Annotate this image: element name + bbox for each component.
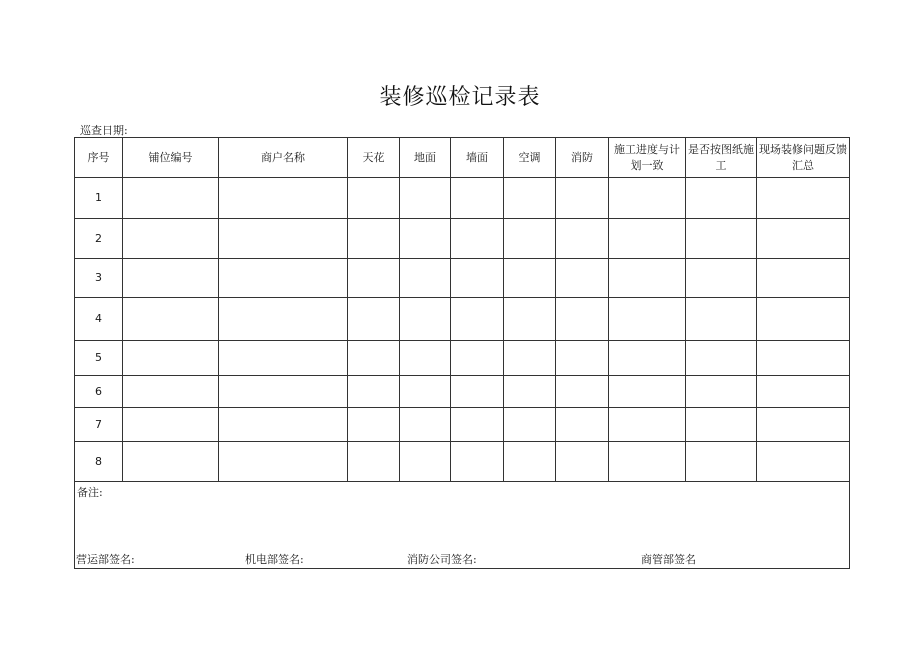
cell[interactable] — [504, 376, 556, 408]
inspection-date-label: 巡查日期: — [80, 124, 128, 137]
table-row — [75, 259, 850, 298]
cell[interactable] — [451, 408, 504, 442]
cell[interactable] — [504, 442, 556, 482]
cell[interactable] — [451, 341, 504, 376]
col-header-floor: 地面 — [400, 138, 451, 178]
cell[interactable] — [556, 341, 609, 376]
cell[interactable] — [556, 442, 609, 482]
cell[interactable] — [609, 408, 686, 442]
cell[interactable] — [123, 341, 219, 376]
cell[interactable] — [556, 408, 609, 442]
cell[interactable] — [686, 219, 757, 259]
cell[interactable] — [556, 219, 609, 259]
cell[interactable] — [451, 178, 504, 219]
cell[interactable] — [400, 259, 451, 298]
table-row — [75, 442, 850, 482]
cell[interactable] — [400, 442, 451, 482]
cell[interactable] — [348, 259, 400, 298]
header-row — [75, 138, 850, 178]
row-index: 8 — [75, 442, 123, 482]
cell[interactable] — [219, 259, 348, 298]
cell[interactable] — [757, 341, 850, 376]
cell[interactable] — [686, 341, 757, 376]
page-title: 装修巡检记录表 — [379, 85, 541, 110]
col-header-per-drawings: 是否按图纸施工 — [686, 138, 757, 178]
table-row — [75, 408, 850, 442]
cell[interactable] — [757, 298, 850, 341]
cell[interactable] — [556, 178, 609, 219]
cell[interactable] — [504, 408, 556, 442]
table-row — [75, 219, 850, 259]
cell[interactable] — [123, 178, 219, 219]
col-header-progress-match: 施工进度与计划一致 — [609, 138, 686, 178]
cell[interactable] — [504, 341, 556, 376]
cell[interactable] — [609, 298, 686, 341]
cell[interactable] — [609, 442, 686, 482]
cell[interactable] — [348, 408, 400, 442]
commercial-mgmt-signature-label: 商管部签名 — [641, 553, 696, 566]
cell[interactable] — [219, 219, 348, 259]
fire-company-signature-label: 消防公司签名: — [407, 553, 477, 566]
remarks-row — [75, 482, 850, 569]
cell[interactable] — [609, 219, 686, 259]
col-header-index: 序号 — [75, 138, 123, 178]
cell[interactable] — [400, 178, 451, 219]
table-row — [75, 298, 850, 341]
remarks-area[interactable] — [75, 482, 850, 569]
cell[interactable] — [400, 219, 451, 259]
cell[interactable] — [348, 219, 400, 259]
cell[interactable] — [123, 376, 219, 408]
cell[interactable] — [400, 376, 451, 408]
row-index: 4 — [75, 298, 123, 341]
col-header-tenant-name: 商户名称 — [219, 138, 348, 178]
col-header-ceiling: 天花 — [348, 138, 400, 178]
cell[interactable] — [757, 376, 850, 408]
cell[interactable] — [348, 298, 400, 341]
cell[interactable] — [686, 376, 757, 408]
cell[interactable] — [348, 178, 400, 219]
cell[interactable] — [504, 219, 556, 259]
table-row — [75, 376, 850, 408]
cell[interactable] — [504, 259, 556, 298]
cell[interactable] — [123, 408, 219, 442]
remarks-label: 备注: — [77, 486, 103, 499]
cell[interactable] — [757, 408, 850, 442]
cell[interactable] — [609, 178, 686, 219]
cell[interactable] — [757, 219, 850, 259]
cell[interactable] — [219, 376, 348, 408]
cell[interactable] — [609, 341, 686, 376]
cell[interactable] — [123, 298, 219, 341]
cell[interactable] — [451, 376, 504, 408]
cell[interactable] — [123, 259, 219, 298]
cell[interactable] — [686, 259, 757, 298]
cell[interactable] — [219, 298, 348, 341]
cell[interactable] — [757, 442, 850, 482]
cell[interactable] — [219, 341, 348, 376]
cell[interactable] — [757, 259, 850, 298]
row-index: 2 — [75, 219, 123, 259]
cell[interactable] — [219, 442, 348, 482]
cell[interactable] — [451, 298, 504, 341]
cell[interactable] — [556, 259, 609, 298]
cell[interactable] — [219, 178, 348, 219]
cell[interactable] — [686, 298, 757, 341]
cell[interactable] — [451, 442, 504, 482]
col-header-wall: 墙面 — [451, 138, 504, 178]
cell[interactable] — [757, 178, 850, 219]
inspection-table — [74, 137, 850, 569]
row-index: 7 — [75, 408, 123, 442]
col-header-fire-protection: 消防 — [556, 138, 609, 178]
col-header-air-conditioning: 空调 — [504, 138, 556, 178]
col-header-shop-number: 铺位编号 — [123, 138, 219, 178]
cell[interactable] — [400, 408, 451, 442]
row-index: 3 — [75, 259, 123, 298]
cell[interactable] — [504, 178, 556, 219]
row-index: 1 — [75, 178, 123, 219]
cell[interactable] — [400, 298, 451, 341]
cell[interactable] — [123, 442, 219, 482]
cell[interactable] — [451, 259, 504, 298]
table-row — [75, 341, 850, 376]
cell[interactable] — [686, 408, 757, 442]
cell[interactable] — [348, 341, 400, 376]
cell[interactable] — [348, 376, 400, 408]
cell[interactable] — [504, 298, 556, 341]
cell[interactable] — [686, 442, 757, 482]
cell[interactable] — [609, 376, 686, 408]
cell[interactable] — [123, 219, 219, 259]
cell[interactable] — [686, 178, 757, 219]
cell[interactable] — [609, 259, 686, 298]
cell[interactable] — [451, 219, 504, 259]
cell[interactable] — [556, 376, 609, 408]
cell[interactable] — [556, 298, 609, 341]
table-row — [75, 178, 850, 219]
cell[interactable] — [219, 408, 348, 442]
row-index: 5 — [75, 341, 123, 376]
row-index: 6 — [75, 376, 123, 408]
operations-signature-label: 营运部签名: — [76, 553, 135, 566]
col-header-issue-summary: 现场装修问题反馈汇总 — [757, 138, 850, 178]
cell[interactable] — [400, 341, 451, 376]
mep-signature-label: 机电部签名: — [245, 553, 304, 566]
cell[interactable] — [348, 442, 400, 482]
